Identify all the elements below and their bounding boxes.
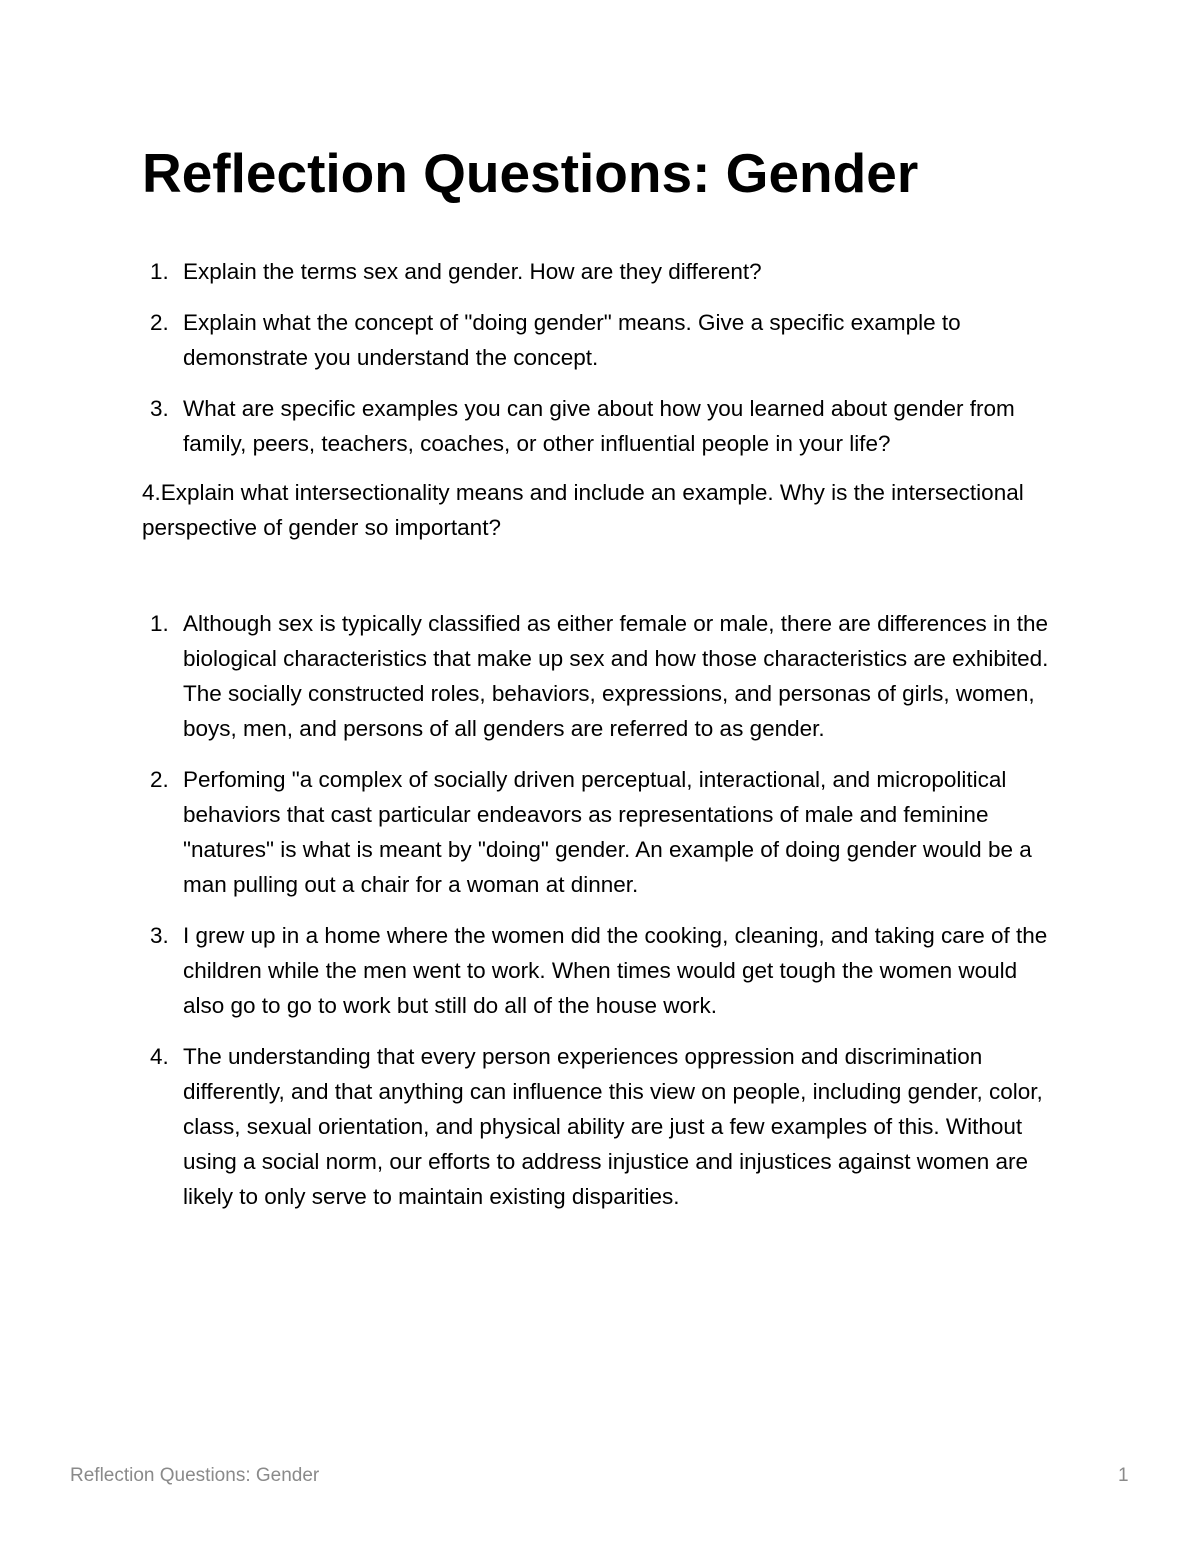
answer-number: 3.	[150, 923, 169, 948]
question-item	[142, 305, 1062, 375]
footer-title: Reflection Questions: Gender	[70, 1465, 320, 1486]
answer-item	[142, 1039, 1062, 1214]
question-number: 1.	[150, 259, 169, 284]
question-text: What are specific examples you can give about how you learned about gender from family, peers, teachers, coaches, or other influential people in your life?	[183, 396, 1015, 456]
answer-list	[142, 606, 1062, 1230]
answer-item	[142, 762, 1062, 902]
answer-number: 1.	[150, 611, 169, 636]
question-4-paragraph: 4.Explain what intersectionality means and include an example. Why is the intersectional perspective of gender so important?	[142, 480, 1024, 540]
answer-text: I grew up in a home where the women did the cooking, cleaning, and taking care of the children while the men went to work. When times would get tough the women would also go to go to work but still do all of the house work.	[183, 923, 1048, 1018]
question-list	[142, 254, 1062, 477]
question-item	[142, 254, 1062, 289]
question-text: Explain what the concept of "doing gender" means. Give a specific example to demonstrate you understand the concept.	[183, 310, 961, 370]
answer-text: The understanding that every person experiences oppression and discrimination differently, and that anything can influence this view on people, including gender, color, class, sexual orientation, and physical ability are just a few examples of this. Without using a social norm, our efforts to address injustice and injustices against women are likely to only serve to maintain existing disparities.	[183, 1044, 1043, 1209]
answer-number: 2.	[150, 767, 169, 792]
question-number: 2.	[150, 310, 169, 335]
answer-item	[142, 918, 1062, 1023]
footer-page-number: 1	[1118, 1465, 1129, 1486]
answer-item	[142, 606, 1062, 746]
answer-number: 4.	[150, 1044, 169, 1069]
question-number: 3.	[150, 396, 169, 421]
question-item	[142, 391, 1062, 461]
answer-text: Although sex is typically classified as either female or male, there are differences in the biological characteristics that make up sex and how those characteristics are exhibited. The socially constructed roles, behaviors, expressions, and personas of girls, women, boys, men, and persons of all genders are referred to as gender.	[183, 611, 1049, 741]
page-title: Reflection Questions: Gender	[142, 142, 919, 204]
question-text: Explain the terms sex and gender. How are they different?	[183, 259, 762, 284]
answer-text: Perfoming "a complex of socially driven perceptual, interactional, and micropolitical behaviors that cast particular endeavors as representations of male and feminine "natures" is what is meant by "doing" gender. An example of doing gender would be a man pulling out a chair for a woman at dinner.	[183, 767, 1032, 897]
